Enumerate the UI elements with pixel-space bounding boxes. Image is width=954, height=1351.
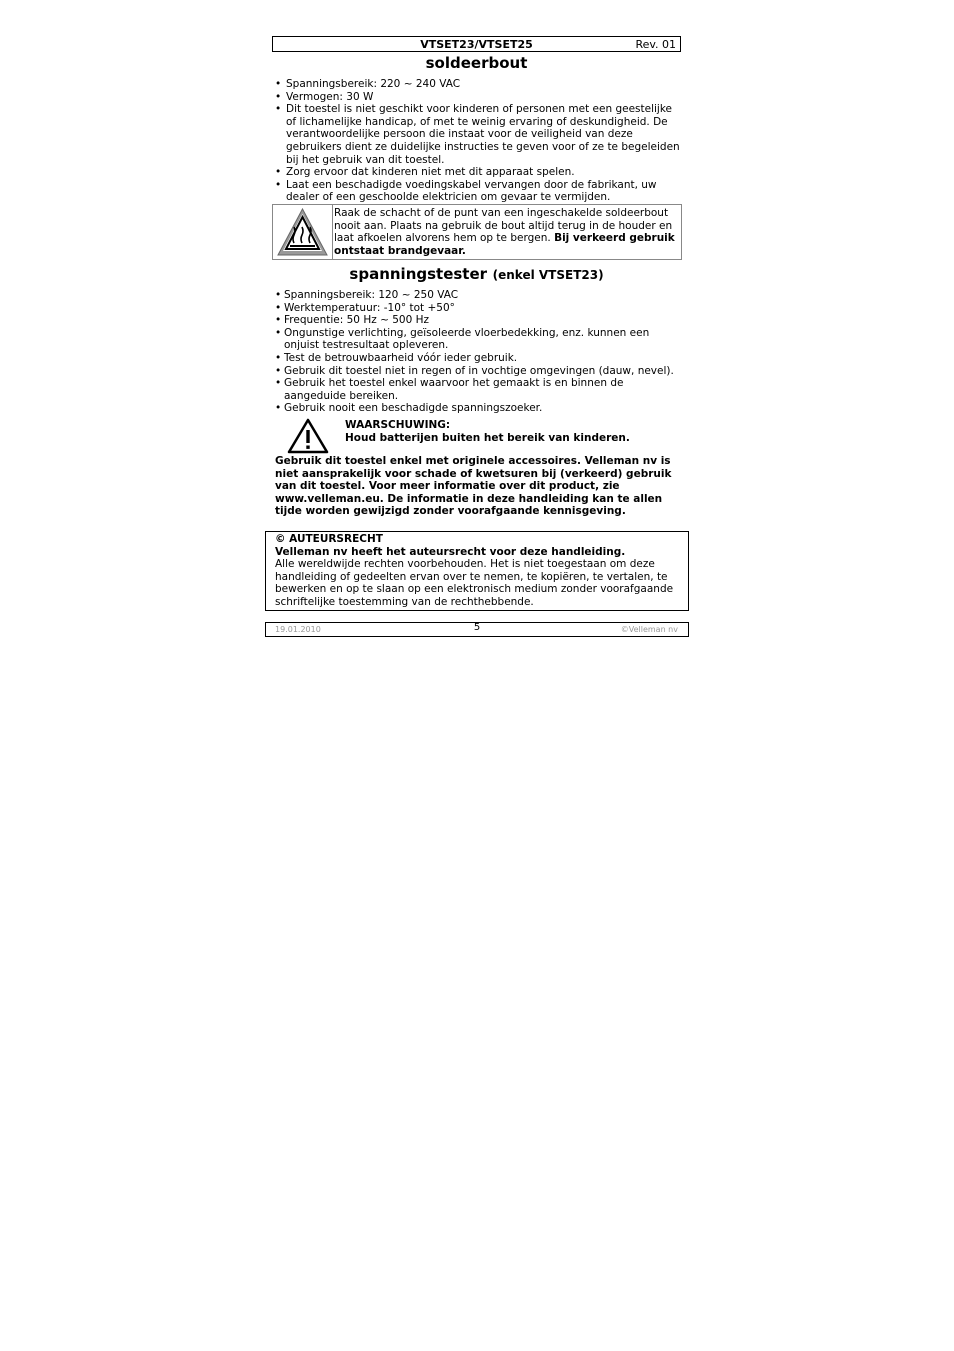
footer-copyright: ©Velleman nv xyxy=(620,625,678,634)
list-item: • Zorg ervoor dat kinderen niet met dit apparaat spelen. xyxy=(273,166,685,179)
disclaimer-text: Gebruik dit toestel enkel met originele accessoires. Velleman nv is niet aansprakelijk voor schade of kwetsuren bij (verkeerd) gebruik van dit toestel. Voor meer informatie over dit product, zie www.velleman.eu. De informatie in deze handleiding kan te allen tijde worden gewijzigd zonder voorafgaande kennisgeving. xyxy=(275,455,672,518)
list-item: • Spanningsbereik: 120 ~ 250 VAC xyxy=(275,289,685,302)
page-number: 5 xyxy=(473,622,481,633)
list-item: • Gebruik dit toestel niet in regen of in vochtige omgevingen (dauw, nevel). xyxy=(275,365,685,378)
section-title-spanningstester: spanningstester (enkel VTSET23) xyxy=(349,265,604,283)
warning-text: Houd batterijen buiten het bereik van kinderen. xyxy=(345,431,630,444)
hot-surface-warning-text: Raak de schacht of de punt van een ingeschakelde soldeerbout nooit aan. Plaats na gebruik de bout altijd terug in de houder en laat afkoelen alvorens hem op te bergen. Bij verkeerd gebruik ontstaat brandgevaar. xyxy=(334,207,675,257)
list-item: • Ongunstige verlichting, geïsoleerde vloerbedekking, enz. kunnen een onjuist testresultaat opleveren. xyxy=(275,327,685,352)
footer-date: 19.01.2010 xyxy=(275,625,321,634)
page-footer xyxy=(265,622,689,637)
revision: Rev. 01 xyxy=(635,38,676,51)
copyright-text: Alle wereldwijde rechten voorbehouden. Het is niet toegestaan om deze handleiding of gedeelten ervan over te nemen, te kopiëren, te vertalen, te bewerken en op te slaan op een elektronisch medium zonder voorafgaande schriftelijke toestemming van de rechthebbende. xyxy=(275,558,674,608)
soldering-specs-list xyxy=(273,78,685,204)
list-item: • Laat een beschadigde voedingskabel vervangen door de fabrikant, uw dealer of een geschoolde elektricien om gevaar te vermijden. xyxy=(273,179,685,204)
copyright-subtitle: Velleman nv heeft het auteursrecht voor deze handleiding. xyxy=(275,545,626,558)
list-item: • Test de betrouwbaarheid vóór ieder gebruik. xyxy=(275,352,685,365)
list-item: • Spanningsbereik: 220 ~ 240 VAC xyxy=(273,78,685,91)
list-item: • Gebruik nooit een beschadigde spanningszoeker. xyxy=(275,402,685,415)
list-item: • Gebruik het toestel enkel waarvoor het gemaakt is en binnen de aangeduide bereiken. xyxy=(275,377,685,402)
model-number: VTSET23/VTSET25 xyxy=(420,38,533,51)
list-item: • Vermogen: 30 W xyxy=(273,91,685,104)
battery-warning xyxy=(345,419,630,444)
hot-surface-icon xyxy=(273,205,333,259)
list-item: • Frequentie: 50 Hz ~ 500 Hz xyxy=(275,314,685,327)
list-item: • Werktemperatuur: -10° tot +50° xyxy=(275,302,685,315)
list-item: • Dit toestel is niet geschikt voor kinderen of personen met een geestelijke of lichamelijke handicap, of met te weinig ervaring of deskundigheid. De verantwoordelijke persoon die instaat voor de veiligheid van deze gebruikers dient ze duidelijke instructies te geven voor of ze te begeleiden bij het gebruik van dit toestel. xyxy=(273,103,685,166)
copyright-box xyxy=(265,531,689,611)
copyright-title: © AUTEURSRECHT xyxy=(275,533,383,545)
hot-surface-warning-box xyxy=(272,204,682,260)
warning-triangle-icon xyxy=(287,418,329,454)
section-title-soldeerbout: soldeerbout xyxy=(425,54,528,72)
page-header xyxy=(272,36,681,52)
tester-specs-list xyxy=(275,289,685,415)
warning-title: WAARSCHUWING: xyxy=(345,419,451,431)
